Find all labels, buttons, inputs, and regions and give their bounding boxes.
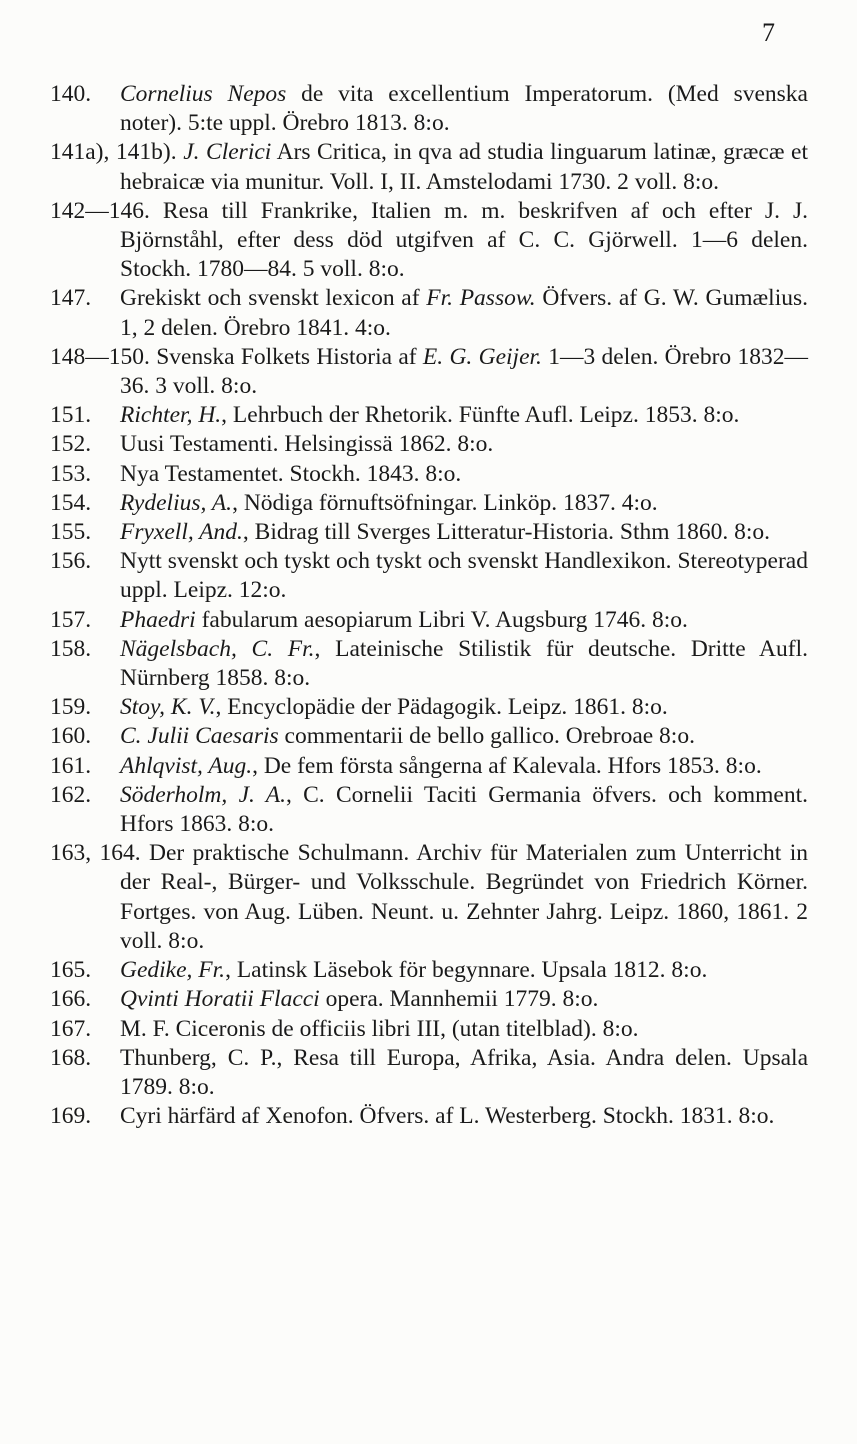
catalog-entry — [50, 606, 808, 635]
entry-number: 154. — [50, 489, 92, 516]
catalog-entry — [50, 489, 808, 518]
entry-number: 159. — [50, 694, 92, 721]
entry-number: 162. — [50, 781, 92, 808]
entry-text: 1—3 delen. Örebro 1832—36. 3 voll. 8:o. — [120, 343, 808, 400]
catalog-entry — [50, 956, 808, 985]
entry-text: , Latinsk Läsebok för begynnare. Upsala 1812. 8:o. — [225, 957, 708, 984]
page-number: 7 — [762, 18, 775, 47]
entry-author: Qvinti Horatii Flacci — [120, 986, 320, 1013]
entry-number: 163, 164. — [50, 840, 141, 867]
catalog-entry — [50, 284, 808, 342]
entry-text: commentarii de bello gallico. Orebroae 8:o. — [278, 723, 695, 750]
catalog-entry — [50, 1015, 808, 1044]
catalog-entry — [50, 197, 808, 285]
catalog-entry — [50, 547, 808, 605]
entry-text: M. F. Ciceronis de officiis libri III, (utan titelblad). 8:o. — [120, 1015, 639, 1042]
entry-text: Ars Critica, in qva ad studia linguarum latinæ, græcæ et hebraicæ via munitur. Voll. I, II. Amstelodami 1730. 2 voll. 8:o. — [120, 139, 808, 195]
entry-author: Stoy, K. V. — [120, 694, 216, 721]
entry-text: Nytt svenskt och tyskt och tyskt och svenskt Handlexikon. Stereotyperad uppl. Leipz. 12:o. — [120, 548, 808, 604]
catalog-entry — [50, 985, 808, 1014]
entry-number: 157. — [50, 606, 92, 633]
entry-text: de vita excellentium Imperatorum. (Med svenska noter). 5:te uppl. Örebro 1813. 8:o. — [120, 81, 808, 137]
entry-author: E. G. Geijer. — [422, 343, 542, 370]
entry-text: Resa till Frankrike, Italien m. m. beskrifven af och efter J. J. Björnståhl, efter dess död utgifven af C. C. Gjörwell. 1—6 delen. Stockh. 1780—84. 5 voll. 8:o. — [120, 197, 808, 283]
entry-number: 142—146. — [50, 197, 150, 224]
entry-number: 148—150. — [50, 343, 150, 370]
entry-text: Nya Testamentet. Stockh. 1843. 8:o. — [120, 460, 462, 487]
entry-number: 161. — [50, 752, 92, 779]
entry-number: 155. — [50, 519, 92, 546]
entry-author: J. Clerici — [183, 139, 272, 166]
entry-text: Svenska Folkets Historia af — [156, 343, 423, 370]
entry-text: , Bidrag till Sverges Litteratur-Historia. Sthm 1860. 8:o. — [242, 519, 771, 546]
entry-number: 166. — [50, 986, 92, 1013]
entry-number: 141a), 141b). — [50, 139, 177, 166]
entry-number: 147. — [50, 285, 92, 312]
entry-number: 160. — [50, 723, 92, 750]
catalog-entry — [50, 693, 808, 722]
entry-number: 168. — [50, 1044, 92, 1071]
entry-number: 153. — [50, 460, 92, 487]
entry-author: Fr. Passow. — [426, 285, 536, 312]
catalog-entry — [50, 722, 808, 751]
entry-number: 167. — [50, 1015, 92, 1042]
entry-text: Der praktische Schulmann. Archiv für Materialen zum Unterricht in der Real-, Bürger- und Volksschule. Begründet von Friedrich Körner. Fortges. von Aug. Lüben. Neunt. u. Zehnter Jahrg. Leipz. 1860, 1861. 2 voll. 8:o. — [120, 840, 808, 954]
entry-text: , De fem första sångerna af Kalevala. Hfors 1853. 8:o. — [252, 752, 762, 779]
entry-text: , Lehrbuch der Rhetorik. Fünfte Aufl. Leipz. 1853. 8:o. — [221, 402, 740, 429]
catalog-entry — [50, 401, 808, 430]
catalog-entry — [50, 343, 808, 401]
catalog-entry — [50, 460, 808, 489]
entry-author: Ahlqvist, Aug. — [120, 752, 253, 779]
catalog-entry — [50, 138, 808, 196]
entry-number: 156. — [50, 548, 92, 575]
entry-text: , Lateinische Stilistik für deutsche. Dritte Aufl. Nürnberg 1858. 8:o. — [120, 635, 808, 692]
entry-author: Nägelsbach, C. Fr. — [120, 635, 315, 662]
entry-number: 140. — [50, 81, 92, 107]
entry-text: Thunberg, C. P., Resa till Europa, Afrika, Asia. Andra delen. Upsala 1789. 8:o. — [120, 1044, 808, 1100]
entry-text: Grekiskt och svenskt lexicon af — [120, 285, 427, 312]
entry-number: 165. — [50, 957, 92, 984]
catalog-entry — [50, 430, 808, 459]
entry-text: Öfvers. af G. W. Gumælius. 1, 2 delen. Örebro 1841. 4:o. — [120, 285, 808, 341]
entry-text: , Encyclopädie der Pädagogik. Leipz. 1861. 8:o. — [215, 694, 668, 721]
entry-author: Söderholm, J. A. — [120, 781, 286, 808]
catalog-list — [50, 80, 808, 1131]
entry-author: Gedike, Fr. — [120, 957, 226, 984]
entry-number: 158. — [50, 635, 92, 662]
entry-author: Richter, H. — [120, 402, 222, 429]
entry-text: , Nödiga förnuftsöfningar. Linköp. 1837. 4:o. — [232, 489, 658, 516]
entry-text: , C. Cornelii Taciti Germania öfvers. och komment. Hfors 1863. 8:o. — [120, 781, 808, 838]
entry-author: Fryxell, And. — [120, 519, 243, 546]
entry-author: Phaedri — [120, 606, 196, 633]
entry-number: 152. — [50, 431, 92, 458]
catalog-entry — [50, 1044, 808, 1102]
entry-number: 151. — [50, 402, 92, 429]
entry-text: fabularum aesopiarum Libri V. Augsburg 1746. 8:o. — [195, 606, 688, 633]
entry-text: Uusi Testamenti. Helsingissä 1862. 8:o. — [120, 431, 494, 458]
catalog-entry — [50, 518, 808, 547]
catalog-entry — [50, 80, 808, 138]
catalog-entry — [50, 752, 808, 781]
entry-number: 169. — [50, 1103, 92, 1130]
catalog-entry — [50, 781, 808, 839]
entry-text: Cyri härfärd af Xenofon. Öfvers. af L. Westerberg. Stockh. 1831. 8:o. — [120, 1103, 775, 1130]
entry-author: Cornelius Nepos — [120, 81, 287, 107]
catalog-entry — [50, 1102, 808, 1131]
entry-author: Rydelius, A. — [120, 489, 233, 516]
entry-author: C. Julii Caesaris — [120, 723, 279, 750]
catalog-entry — [50, 635, 808, 693]
catalog-entry — [50, 839, 808, 956]
entry-text: opera. Mannhemii 1779. 8:o. — [319, 986, 599, 1013]
